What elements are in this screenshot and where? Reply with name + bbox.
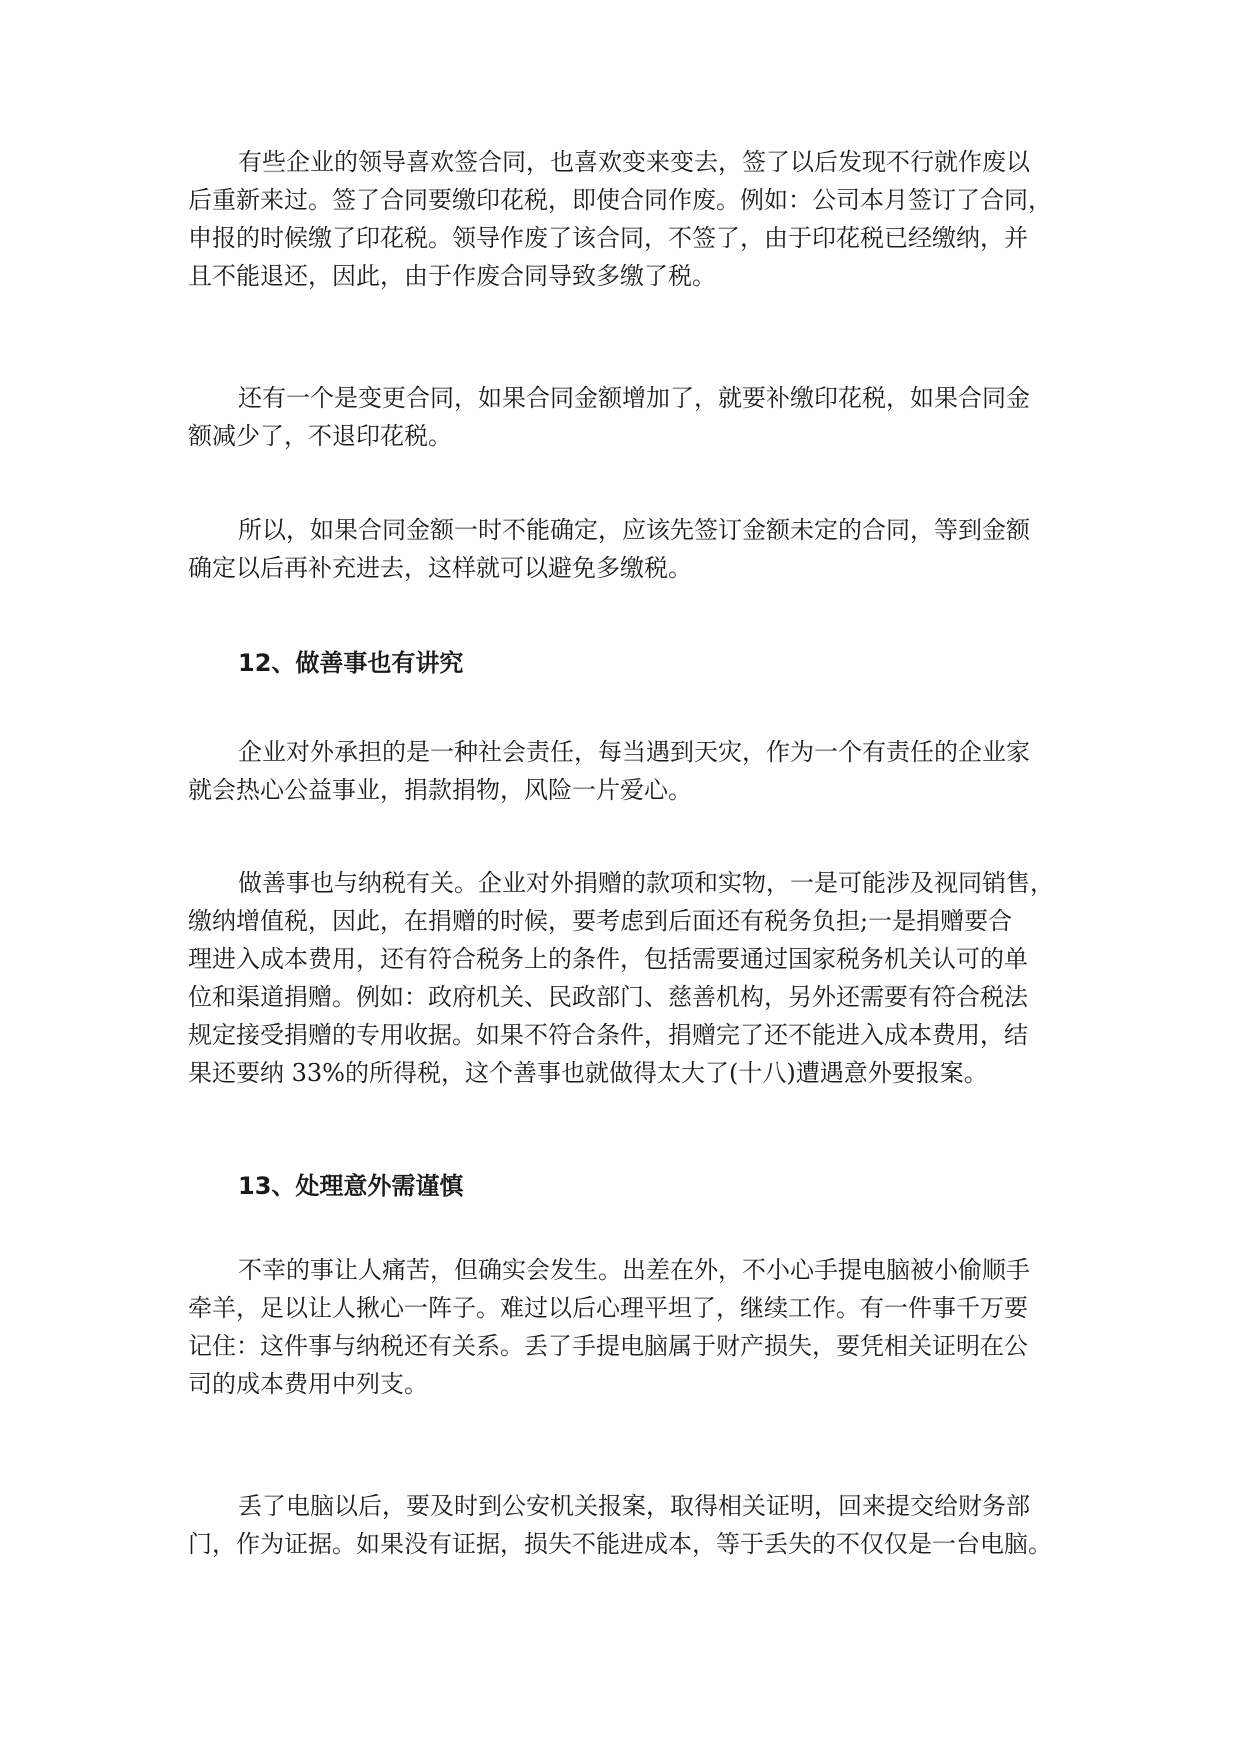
paragraph-line: 就会热心公益事业，捐款捐物，风险一片爱心。 [188, 776, 692, 804]
paragraph-line: 位和渠道捐赠。例如：政府机关、民政部门、慈善机构，另外还需要有符合税法 [188, 983, 1028, 1011]
paragraph-line: 所以，如果合同金额一时不能确定，应该先签订金额未定的合同，等到金额 [238, 516, 1030, 544]
paragraph-2 [188, 382, 1088, 458]
paragraph-line: 牵羊，足以让人揪心一阵子。难过以后心理平坦了，继续工作。有一件事千万要 [188, 1294, 1028, 1322]
paragraph-line: 确定以后再补充进去，这样就可以避免多缴税。 [188, 554, 692, 582]
paragraph-line: 还有一个是变更合同，如果合同金额增加了，就要补缴印花税，如果合同金 [238, 384, 1030, 412]
paragraph-line: 额减少了，不退印花税。 [188, 422, 452, 450]
paragraph-line: 果还要纳 33%的所得税，这个善事也就做得太大了(十八)遭遇意外要报案。 [188, 1059, 988, 1087]
paragraph-line: 申报的时候缴了印花税。领导作废了该合同，不签了，由于印花税已经缴纳，并 [188, 224, 1028, 252]
paragraph-4 [188, 736, 1088, 812]
paragraph-line: 且不能退还，因此，由于作废合同导致多缴了税。 [188, 262, 716, 290]
paragraph-line: 缴纳增值税，因此，在捐赠的时候，要考虑到后面还有税务负担;一是捐赠要合 [188, 907, 1013, 935]
paragraph-line: 后重新来过。签了合同要缴印花税，即使合同作废。例如：公司本月签订了合同， [188, 186, 1052, 214]
section-heading: 12、做善事也有讲究 [238, 649, 464, 677]
section-heading: 13、处理意外需谨慎 [238, 1172, 464, 1200]
paragraph-1 [188, 146, 1088, 296]
paragraph-line: 做善事也与纳税有关。企业对外捐赠的款项和实物，一是可能涉及视同销售， [238, 869, 1054, 897]
paragraph-line: 司的成本费用中列支。 [188, 1370, 428, 1398]
paragraph-line: 企业对外承担的是一种社会责任，每当遇到天灾，作为一个有责任的企业家 [238, 738, 1030, 766]
paragraph-line: 有些企业的领导喜欢签合同，也喜欢变来变去，签了以后发现不行就作废以 [238, 148, 1030, 176]
paragraph-5 [188, 867, 1088, 1093]
paragraph-6 [188, 1254, 1088, 1404]
paragraph-line: 记住：这件事与纳税还有关系。丢了手提电脑属于财产损失，要凭相关证明在公 [188, 1332, 1028, 1360]
paragraph-line: 不幸的事让人痛苦，但确实会发生。出差在外，不小心手提电脑被小偷顺手 [238, 1256, 1030, 1284]
paragraph-3 [188, 514, 1088, 590]
paragraph-line: 丢了电脑以后，要及时到公安机关报案，取得相关证明，回来提交给财务部 [238, 1492, 1030, 1520]
paragraph-line: 理进入成本费用，还有符合税务上的条件，包括需要通过国家税务机关认可的单 [188, 945, 1028, 973]
paragraph-line: 门，作为证据。如果没有证据，损失不能进成本，等于丢失的不仅仅是一台电脑。 [188, 1530, 1052, 1558]
paragraph-7 [188, 1490, 1088, 1566]
paragraph-line: 规定接受捐赠的专用收据。如果不符合条件，捐赠完了还不能进入成本费用，结 [188, 1021, 1028, 1049]
